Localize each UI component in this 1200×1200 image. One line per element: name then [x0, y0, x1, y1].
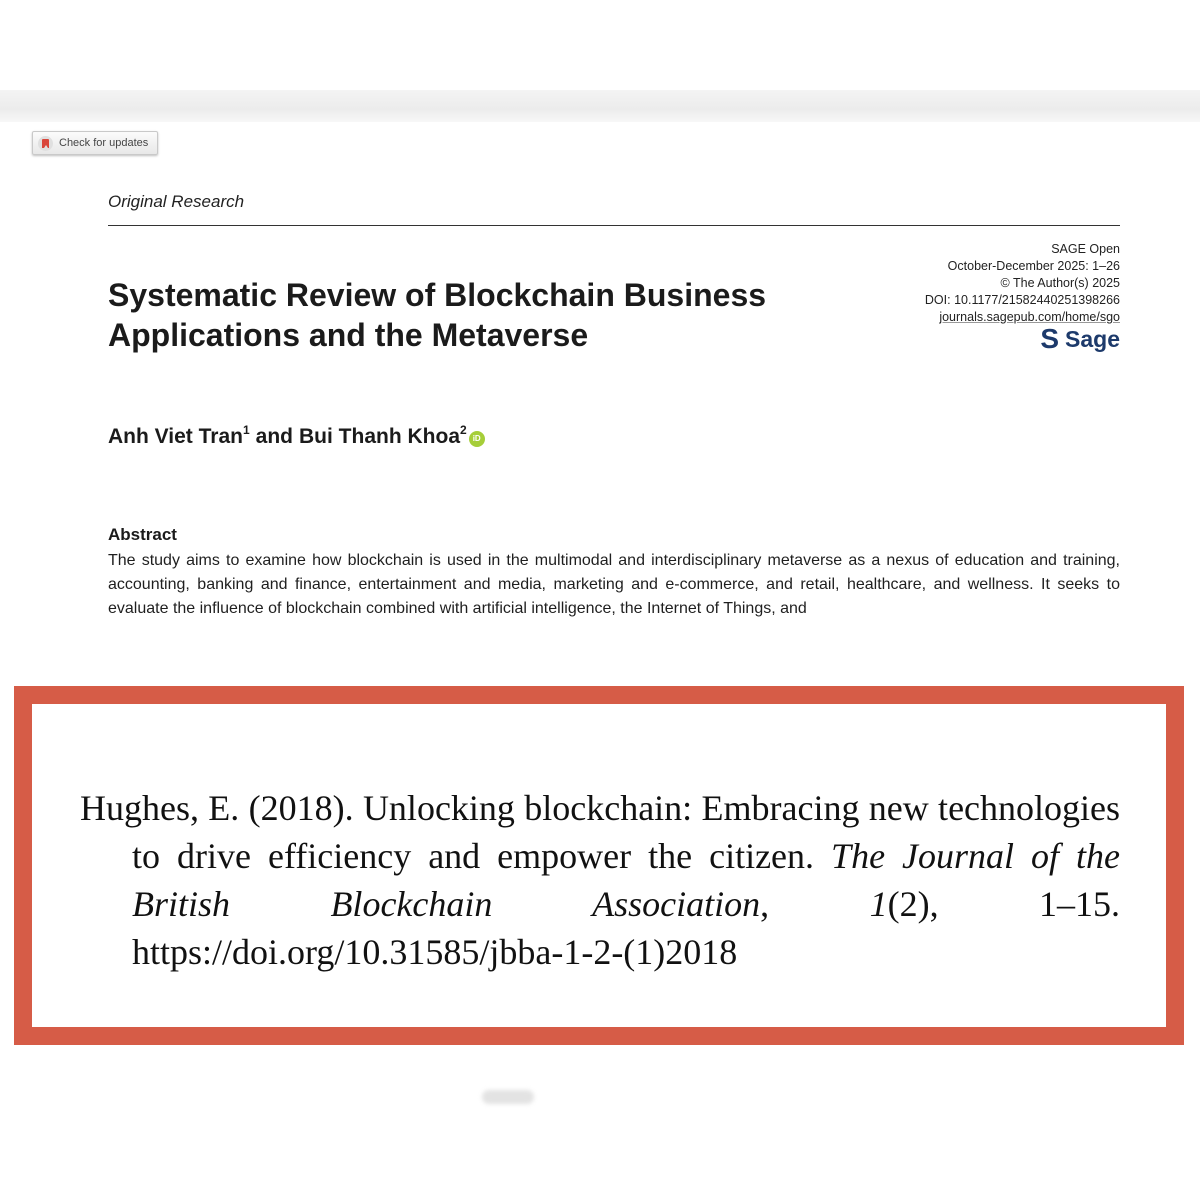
journal-name: SAGE Open [1051, 242, 1120, 256]
author-name: Bui Thanh Khoa [299, 425, 461, 448]
citation-title: Unlocking blockchain: Embracing new technologies to drive efficiency and empower the citizen. [132, 788, 1121, 876]
citation-journal: The Journal of the British Blockchain Association [132, 836, 1121, 924]
publisher-name: Sage [1065, 325, 1120, 352]
orcid-icon[interactable]: iD [469, 431, 485, 447]
journal-url[interactable]: journals.sagepub.com/home/sgo [939, 310, 1120, 324]
reference-entry: Hughes, E. (2018). Unlocking blockchain: Embracing new technologies to drive efficiency and empower the citizen. The Journal of the British Blockchain Association, 1(2), 1–15. https://doi.org/10.31585/jbba-1-2-(1)2018 [80, 788, 1121, 972]
article-title: Systematic Review of Blockchain Business Applications and the Metaverse [108, 277, 767, 353]
crossmark-icon [38, 136, 53, 151]
author-affiliation: 1 [242, 423, 250, 437]
abstract-heading: Abstract [108, 525, 177, 544]
check-for-updates-button[interactable] [32, 131, 158, 155]
scroll-indicator [482, 1090, 534, 1104]
citation-author-year: Hughes, E. (2018). [80, 788, 354, 828]
author-line [108, 425, 485, 449]
copyright: © The Author(s) 2025 [1000, 276, 1120, 290]
citation-pages: 1–15. [1039, 884, 1121, 924]
citation-issue: (2), [887, 884, 939, 924]
header-divider [108, 225, 1120, 226]
citation-volume: 1 [869, 884, 888, 924]
journal-issue: October-December 2025: 1–26 [947, 259, 1120, 273]
journal-meta [925, 241, 1120, 326]
author-name: Anh Viet Tran [108, 425, 243, 448]
sage-logo [1040, 325, 1120, 353]
article-category: Original Research [108, 192, 245, 211]
sage-s-icon: S [1040, 323, 1060, 354]
abstract-text: The study aims to examine how blockchain is used in the multimodal and interdisciplinary metaverse as a nexus of education and training, accounting, banking and finance, entertainment and media, marketing and e-commerce, and retail, healthcare, and wellness. It seeks to evaluate the influence of blockchain combined with artificial intelligence, the Internet of Things, and [108, 552, 1120, 617]
top-shade [0, 90, 1200, 122]
authors-joiner: and [255, 425, 294, 448]
abstract-fade [108, 622, 1120, 636]
author-affiliation: 2 [460, 423, 467, 437]
citation-doi-link[interactable]: https://doi.org/10.31585/jbba-1-2-(1)2018 [132, 932, 738, 972]
highlighted-citation-box [14, 686, 1184, 1045]
doi: DOI: 10.1177/21582440251398266 [924, 293, 1120, 307]
check-for-updates-label: Check for updates [59, 137, 149, 149]
